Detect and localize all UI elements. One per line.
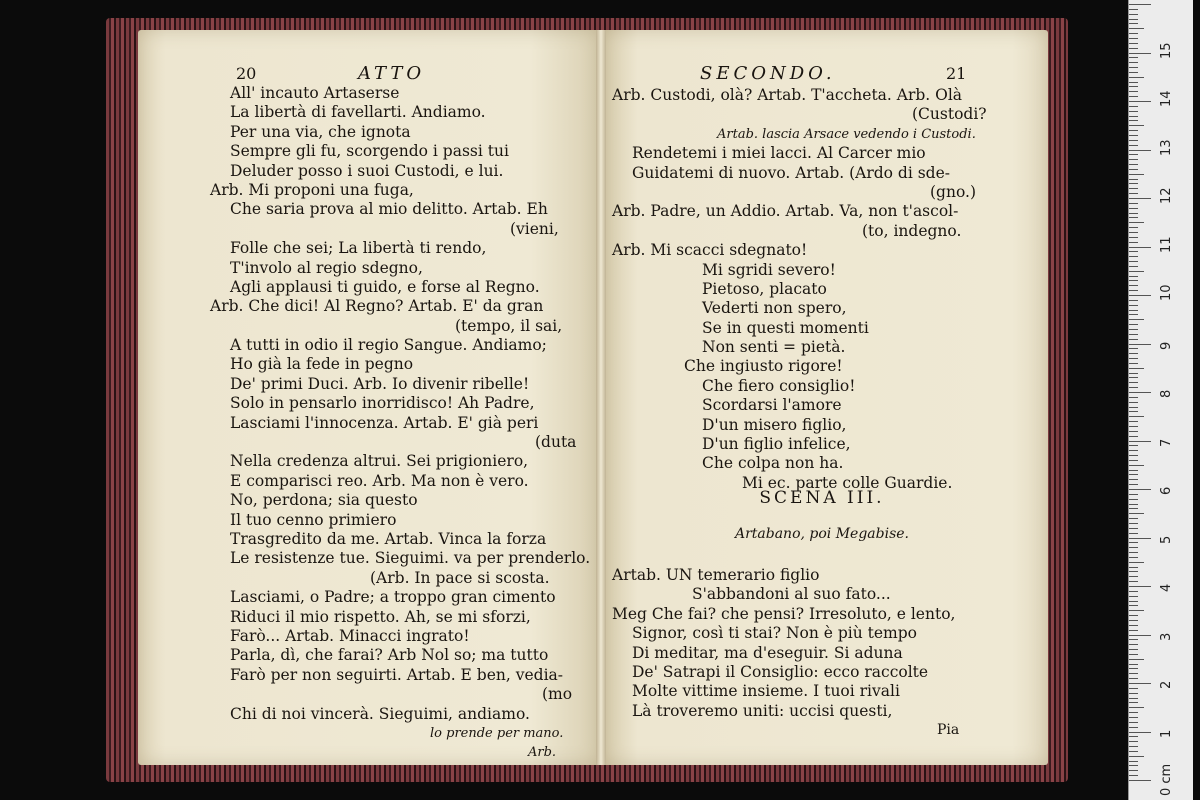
text-line: Parla, dì, che farai? Arb Nol so; ma tutto [230,646,549,665]
ruler-tick [1129,237,1138,238]
text-line: La libertà di favellarti. Andiamo. [230,103,486,122]
text-line: (Custodi? [912,105,987,124]
ruler-tick [1129,14,1138,15]
ruler-tick [1129,145,1138,146]
text-line: Guidatemi di nuovo. Artab. (Ardo di sde- [632,163,951,182]
ruler-tick [1129,310,1138,311]
ruler-tick [1129,489,1151,490]
ruler-tick [1129,625,1138,626]
ruler-tick [1129,455,1138,456]
stage-direction: Artab. lascia Arsace vedendo i Custodi. [717,126,976,142]
text-line: Meg Che fai? che pensi? Irresoluto, e lento, [612,604,956,623]
ruler-tick [1129,397,1138,398]
text-line: Nella credenza altrui. Sei prigioniero, [230,452,529,471]
ruler-tick [1129,387,1138,388]
ruler-tick [1129,402,1138,403]
text-line: Scordarsi l'amore [702,396,842,415]
catchword: Pia [937,722,960,739]
ruler-tick [1129,678,1138,679]
ruler-tick [1129,775,1138,776]
ruler-tick [1129,4,1151,5]
text-line: Se in questi momenti [702,318,869,337]
ruler-tick [1129,518,1138,519]
text-line: (Arb. In pace si scosta. [370,568,550,587]
ruler-tick [1129,314,1138,315]
ruler-tick [1129,77,1144,78]
ruler-tick [1129,411,1138,412]
ruler-tick [1129,504,1138,505]
ruler-number: 5 [1159,535,1174,544]
text-line: Arb. Mi scacci sdegnato! [612,241,808,260]
text-line: Chi di noi vincerà. Sieguimi, andiamo. [230,704,530,723]
ruler-tick [1129,445,1138,446]
ruler-tick [1129,368,1144,369]
right-page-header: SECONDO. [700,63,836,84]
ruler-tick [1129,217,1138,218]
ruler-tick [1129,295,1151,296]
ruler-tick [1129,426,1138,427]
ruler-number: 10 [1159,284,1174,301]
ruler-tick [1129,358,1138,359]
ruler-tick [1129,416,1144,417]
text-line: Sempre gli fu, scorgendo i passi tui [230,142,509,161]
ruler-tick [1129,751,1138,752]
left-page-header: ATTO [358,63,426,84]
ruler-tick [1129,596,1138,597]
text-line: Che ingiusto rigore! [684,357,843,376]
ruler-tick [1129,208,1138,209]
ruler-number: 14 [1159,90,1174,107]
ruler-tick [1129,620,1138,621]
ruler-tick [1129,261,1138,262]
ruler-tick [1129,712,1138,713]
text-line: Folle che sei; La libertà ti rendo, [230,239,487,258]
text-line: De' primi Duci. Arb. Io divenir ribelle! [230,374,530,393]
ruler-tick [1129,450,1138,451]
text-line: Il tuo cenno primiero [230,510,397,529]
text-line: Che fiero consiglio! [702,376,856,395]
ruler-tick [1129,479,1138,480]
ruler-tick [1129,169,1138,170]
ruler-tick [1129,111,1138,112]
ruler-tick [1129,150,1151,151]
text-line: Farò... Artab. Minacci ingrato! [230,626,470,645]
ruler-tick [1129,683,1151,684]
ruler-tick [1129,533,1138,534]
ruler-tick [1129,38,1138,39]
ruler-unit-label: 0 cm [1159,763,1174,796]
ruler-tick [1129,630,1138,631]
ruler-number: 7 [1159,438,1174,447]
ruler-tick [1129,688,1138,689]
ruler-tick [1129,339,1138,340]
ruler-tick [1129,43,1138,44]
text-line: Arb. Mi proponi una fuga, [210,180,414,199]
ruler-tick [1129,542,1138,543]
book-gutter [596,30,606,765]
ruler-tick [1129,644,1138,645]
ruler-tick [1129,484,1138,485]
ruler-tick [1129,72,1138,73]
ruler-tick [1129,508,1138,509]
ruler-tick [1129,707,1144,708]
text-line: Solo in pensarlo inorridisco! Ah Padre, [230,394,535,413]
text-line: D'un misero figlio, [702,415,847,434]
ruler-tick [1129,101,1151,102]
ruler-tick [1129,717,1138,718]
text-line: Lasciami l'innocenza. Artab. E' già peri [230,413,539,432]
ruler-tick [1129,664,1138,665]
ruler-tick [1129,436,1138,437]
ruler-tick [1129,474,1138,475]
ruler-tick [1129,552,1138,553]
ruler-tick [1129,523,1138,524]
ruler-number: 6 [1159,486,1174,495]
text-line: (vieni, [510,219,559,238]
scene-text [612,566,959,741]
ruler-tick [1129,130,1138,131]
ruler-tick [1129,727,1138,728]
text-line: (mo [542,685,573,704]
ruler-tick [1129,319,1144,320]
stage-direction: lo prende per mano. [430,725,564,741]
ruler-tick [1129,765,1138,766]
ruler-tick [1129,154,1138,155]
ruler-tick [1129,722,1138,723]
ruler-tick [1129,392,1151,393]
text-line: T'involo al regio sdegno, [230,258,423,277]
text-line: No, perdona; sia questo [230,491,418,510]
ruler-tick [1129,23,1138,24]
ruler-tick [1129,635,1151,636]
ruler-tick [1129,581,1138,582]
text-line: (gno.) [930,182,976,201]
ruler-tick [1129,91,1138,92]
ruler-tick [1129,421,1138,422]
ruler-tick [1129,19,1138,20]
ruler-tick [1129,586,1151,587]
text-line: Ho già la fede in pegno [230,355,414,374]
ruler-tick [1129,407,1138,408]
ruler-tick [1129,125,1144,126]
ruler-tick [1129,53,1151,54]
text-line: Mi ec. parte colle Guardie. [742,473,953,492]
ruler-tick [1129,431,1138,432]
catchword: Arb. [528,745,557,761]
text-line: De' Satrapi il Consiglio: ecco raccolte [632,662,929,681]
scene-characters: Artabano, poi Megabise. [734,526,910,542]
text-line: A tutti in odio il regio Sangue. Andiamo; [230,336,547,355]
ruler-tick [1129,193,1138,194]
ruler-tick [1129,329,1138,330]
ruler-tick [1129,576,1138,577]
text-line: Deluder posso i suoi Custodi, e lui. [230,161,504,180]
ruler-tick [1129,48,1138,49]
text-line: Di meditar, ma d'eseguir. Si aduna [632,643,903,662]
text-line: (duta [535,433,577,452]
ruler-tick [1129,470,1138,471]
ruler-tick [1129,82,1138,83]
ruler-tick [1129,324,1138,325]
ruler-tick [1129,232,1138,233]
ruler-tick [1129,547,1138,548]
ruler-tick [1129,615,1138,616]
text-line: Che colpa non ha. [702,454,844,473]
text-line: Per una via, che ignota [230,122,411,141]
ruler-tick [1129,741,1138,742]
text-line: Signor, così ti stai? Non è più tempo [632,624,918,643]
text-line: Arb. Custodi, olà? Artab. T'accheta. Arb. Olà [612,86,963,104]
ruler-tick [1129,659,1144,660]
ruler-tick [1129,605,1138,606]
right-page-number: 21 [946,64,967,83]
ruler-tick [1129,732,1151,733]
ruler-tick [1129,334,1138,335]
text-line: D'un figlio infelice, [702,435,851,454]
ruler-tick [1129,242,1138,243]
text-line: (to, indegno. [862,221,962,240]
text-line: Che saria prova al mio delitto. Artab. Eh [230,200,548,219]
ruler-number: 2 [1159,680,1174,689]
ruler-number: 15 [1159,41,1174,59]
ruler-tick [1129,571,1138,572]
ruler-tick [1129,538,1151,539]
ruler-number: 8 [1159,389,1174,398]
ruler-tick [1129,227,1138,228]
ruler-tick [1129,746,1138,747]
ruler-tick [1129,528,1138,529]
ruler-tick [1129,290,1138,291]
ruler-tick [1129,698,1138,699]
ruler-tick [1129,460,1138,461]
ruler-tick [1129,382,1138,383]
text-line: Non senti = pietà. [702,338,846,357]
ruler-tick [1129,649,1138,650]
ruler-tick [1129,610,1144,611]
ruler-tick [1129,213,1138,214]
text-line: Trasgredito da me. Artab. Vinca la forza [230,529,547,548]
text-line: Molte vittime insieme. I tuoi rivali [632,682,900,701]
ruler-tick [1129,591,1138,592]
text-line: Mi sgridi severo! [702,260,836,279]
ruler-tick [1129,567,1138,568]
right-page-text [612,86,987,493]
ruler-tick [1129,159,1138,160]
ruler-tick [1129,28,1144,29]
ruler-tick [1129,135,1138,136]
ruler-number: 13 [1159,138,1174,156]
ruler-tick [1129,377,1138,378]
ruler-tick [1129,673,1138,674]
ruler-tick [1129,183,1138,184]
measurement-ruler [1128,0,1193,800]
ruler-tick [1129,198,1151,199]
ruler-tick [1129,494,1138,495]
ruler-tick [1129,465,1144,466]
ruler-number: 1 [1159,729,1174,738]
ruler-tick [1129,276,1138,277]
text-line: Là troveremo uniti: uccisi questi, [632,701,893,720]
ruler-tick [1129,756,1144,757]
text-line: Lasciami, o Padre; a troppo gran cimento [230,588,556,607]
ruler-tick [1129,761,1138,762]
ruler-number: 9 [1159,341,1174,350]
ruler-tick [1129,251,1138,252]
text-line: Le resistenze tue. Sieguimi. va per prenderlo. [230,549,591,568]
text-line: All' incauto Artaserse [230,84,400,102]
ruler-tick [1129,120,1138,121]
ruler-tick [1129,562,1144,563]
scene-title: SCENA III. [759,488,885,508]
ruler-tick [1129,285,1138,286]
ruler-tick [1129,67,1138,68]
ruler-tick [1129,222,1144,223]
ruler-tick [1129,441,1151,442]
ruler-tick [1129,33,1138,34]
ruler-tick [1129,62,1138,63]
ruler-tick [1129,363,1138,364]
left-page-number: 20 [236,64,257,83]
text-line: Rendetemi i miei lacci. Al Carcer mio [632,144,926,163]
text-line: (tempo, il sai, [455,316,563,335]
ruler-tick [1129,174,1144,175]
ruler-tick [1129,668,1138,669]
ruler-tick [1129,654,1138,655]
ruler-number: 12 [1159,187,1174,204]
ruler-tick [1129,9,1138,10]
ruler-tick [1129,179,1138,180]
ruler-tick [1129,702,1138,703]
ruler-tick [1129,770,1138,771]
ruler-number: 3 [1159,632,1174,641]
ruler-tick [1129,557,1138,558]
text-line: Arb. Che dici! Al Regno? Artab. E' da gran [210,297,544,316]
ruler-tick [1129,373,1138,374]
ruler-tick [1129,780,1151,781]
ruler-number: 11 [1159,235,1174,253]
ruler-number: 4 [1159,583,1174,592]
ruler-tick [1129,348,1138,349]
ruler-tick [1129,639,1138,640]
text-line: E comparisci reo. Arb. Ma non è vero. [230,471,529,490]
ruler-tick [1129,513,1144,514]
text-line: S'abbandoni al suo fato... [692,585,891,604]
ruler-tick [1129,736,1138,737]
ruler-tick [1129,305,1138,306]
text-line: Agli applausi ti guido, e forse al Regno. [230,277,540,296]
ruler-tick [1129,116,1138,117]
ruler-tick [1129,57,1138,58]
ruler-tick [1129,266,1138,267]
ruler-tick [1129,353,1138,354]
text-line: Artab. UN temerario figlio [612,566,820,584]
text-line: Riduci il mio rispetto. Ah, se mi sforzi, [230,607,531,626]
ruler-tick [1129,344,1151,345]
ruler-tick [1129,300,1138,301]
ruler-tick [1129,499,1138,500]
ruler-tick [1129,96,1138,97]
ruler-tick [1129,247,1151,248]
ruler-tick [1129,601,1138,602]
ruler-tick [1129,86,1138,87]
ruler-tick [1129,106,1138,107]
ruler-tick [1129,203,1138,204]
ruler-tick [1129,140,1138,141]
ruler-tick [1129,164,1138,165]
left-page-text [210,84,590,763]
ruler-tick [1129,280,1138,281]
text-line: Pietoso, placato [702,279,827,298]
text-line: Vederti non spero, [702,299,847,318]
ruler-tick [1129,256,1138,257]
ruler-tick [1129,271,1144,272]
text-line: Farò per non seguirti. Artab. E ben, vedia- [230,665,564,684]
ruler-tick [1129,693,1138,694]
text-line: Arb. Padre, un Addio. Artab. Va, non t'ascol- [612,202,959,221]
ruler-tick [1129,188,1138,189]
